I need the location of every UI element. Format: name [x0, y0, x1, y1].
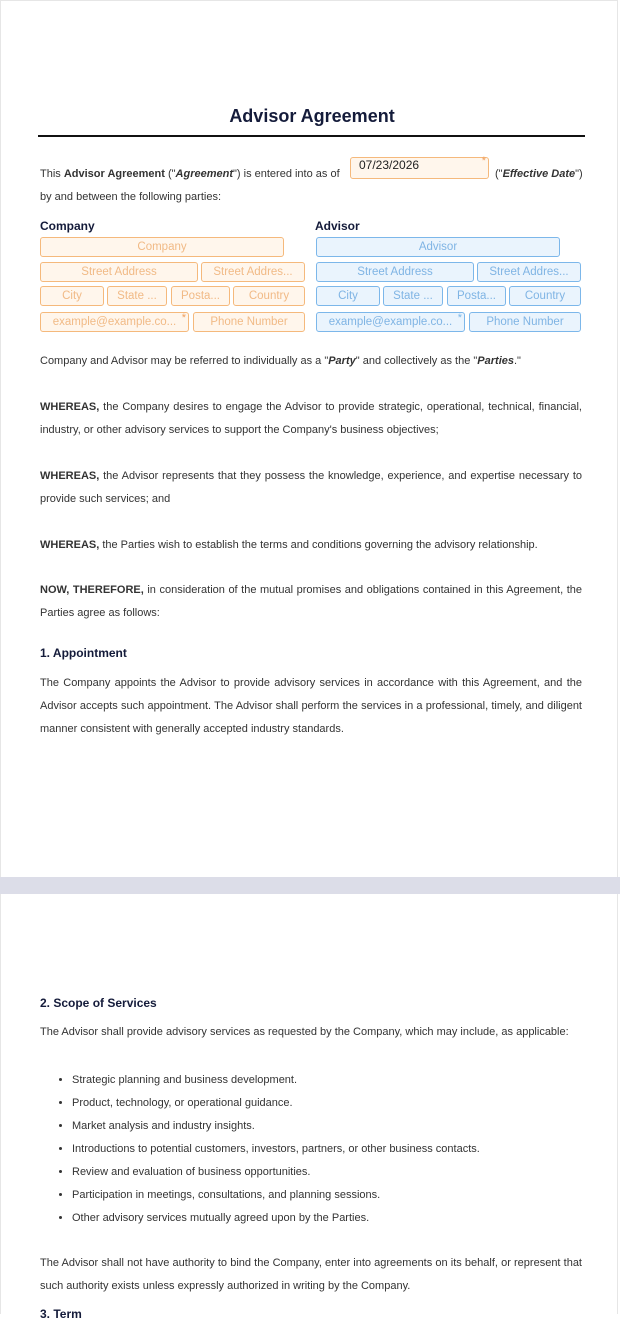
effective-date-value: 07/23/2026	[359, 158, 420, 172]
company-email-field[interactable]	[40, 312, 189, 332]
services-list	[56, 1069, 592, 1230]
advisor-email-field[interactable]	[316, 312, 465, 332]
company-postal-field[interactable]: Posta...	[171, 286, 230, 306]
company-city-field[interactable]: City	[40, 286, 104, 306]
company-phone-field[interactable]: Phone Number	[193, 312, 305, 332]
advisor-phone-field[interactable]: Phone Number	[469, 312, 581, 332]
section-1-heading: 1. Appointment	[40, 646, 127, 660]
list-item: • Participation in meetings, consultations, and planning sessions.	[72, 1184, 592, 1207]
effective-date-label: ("Effective Date")	[495, 168, 583, 180]
required-marker: *	[481, 155, 486, 167]
effective-date-field[interactable]	[350, 157, 489, 179]
whereas-clause-2: WHEREAS, the Advisor represents that they possess the knowledge, experience, and expertise necessary to provide such services; and	[40, 470, 582, 505]
document-title: Advisor Agreement	[229, 106, 395, 126]
company-street-field[interactable]: Street Address	[40, 262, 198, 282]
advisor-city-field[interactable]: City	[316, 286, 380, 306]
page-separator	[0, 877, 620, 894]
advisor-state-field[interactable]: State ...	[383, 286, 443, 306]
list-item: • Market analysis and industry insights.	[72, 1115, 592, 1138]
section-2-heading: 2. Scope of Services	[40, 996, 157, 1010]
advisor-country-field[interactable]: Country	[509, 286, 581, 306]
section-1-text: The Company appoints the Advisor to provide advisory services in accordance with this Agreement, and the Advisor accepts such appointment. The Advisor shall perform the services in a professional, timely, and diligent manner consistent with generally accepted industry standards.	[40, 677, 582, 735]
section-2-intro: The Advisor shall provide advisory services as requested by the Company, which may include, as applicable:	[40, 1026, 569, 1038]
now-therefore-clause: NOW, THEREFORE, in consideration of the mutual promises and obligations contained in this Agreement, the Parties agree as follows:	[40, 584, 582, 619]
advisor-email-placeholder: example@example.co...	[328, 316, 453, 328]
intro-line-2: by and between the following parties:	[40, 191, 222, 203]
intro-line-1: This Advisor Agreement ("Agreement") is entered into as of	[40, 168, 340, 180]
section-2-closing: The Advisor shall not have authority to bind the Company, enter into agreements on its behalf, or represent that such authority exists unless expressly authorized in writing by the Company.	[40, 1257, 582, 1292]
whereas-clause-1: WHEREAS, the Company desires to engage the Advisor to provide strategic, operational, technical, financial, industry, or other advisory services to support the Company's business objectives;	[40, 401, 582, 436]
company-street2-field[interactable]: Street Addres...	[201, 262, 305, 282]
company-heading: Company	[40, 219, 95, 233]
parties-definition: Company and Advisor may be referred to individually as a "Party" and collectively as the "Parties."	[40, 355, 521, 367]
advisor-street2-field[interactable]: Street Addres...	[477, 262, 581, 282]
advisor-heading: Advisor	[315, 219, 360, 233]
list-item: • Review and evaluation of business opportunities.	[72, 1161, 592, 1184]
company-state-field[interactable]: State ...	[107, 286, 167, 306]
list-item: • Other advisory services mutually agreed upon by the Parties.	[72, 1207, 592, 1230]
company-country-field[interactable]: Country	[233, 286, 305, 306]
company-name-field[interactable]: Company	[40, 237, 284, 257]
list-item: • Product, technology, or operational guidance.	[72, 1092, 592, 1115]
list-item: • Introductions to potential customers, investors, partners, or other business contacts.	[72, 1138, 592, 1161]
advisor-name-field[interactable]: Advisor	[316, 237, 560, 257]
advisor-street-field[interactable]: Street Address	[316, 262, 474, 282]
company-email-placeholder: example@example.co...	[52, 316, 177, 328]
section-3-heading: 3. Term	[40, 1307, 82, 1321]
required-marker: *	[457, 312, 462, 324]
whereas-clause-3: WHEREAS, the Parties wish to establish the terms and conditions governing the advisory relationship.	[40, 539, 538, 551]
advisor-postal-field[interactable]: Posta...	[447, 286, 506, 306]
list-item: • Strategic planning and business development.	[72, 1069, 592, 1092]
title-divider	[38, 135, 585, 137]
required-marker: *	[181, 312, 186, 324]
